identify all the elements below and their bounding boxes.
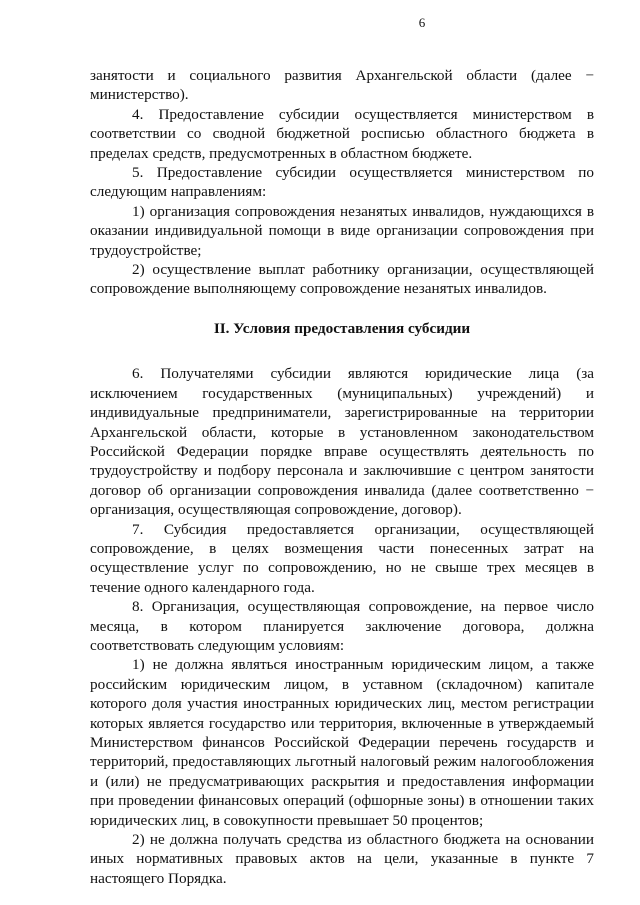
section-heading: II. Условия предоставления субсидии <box>213 319 471 337</box>
paragraph-7: 7. Субсидия предоставляется организации, осуществляющей сопровождение, в целях возмещения части понесенных затрат на осуществление услуг по сопровождению, но не свыше трех месяцев в течение одного календарного года. <box>90 520 594 596</box>
paragraph-8-item-2: 2) не должна получать средства из областного бюджета на основании иных нормативных правовых актов на цели, указанные в пункте 7 настоящего Порядка. <box>90 831 594 887</box>
paragraph-6: 6. Получателями субсидии являются юридические лица (за исключением государственных (муниципальных) учреждений) и индивидуальные предприниматели, зарегистрированные на территории Архангельской области, которые в установленном законодательством Российской Федерации порядке вправе осуществлять деятельность по трудоустройству и подбору персонала и заключившие с центром занятости договор об организации сопровождения инвалида (далее соответственно − организация, осуществляющая сопровождение, договор). <box>90 365 594 519</box>
paragraph-8-item-1: 1) не должна являться иностранным юридическим лицом, а также российским юридическим лицом, в уставном (складочном) капитале которого доля участия иностранных юридических лиц, местом регистрации которых является государство или территория, включенные в утверждаемый Министерством финансов Российской Федерации перечень государств и территорий, предоставляющих льготный налоговый режим налогообложения и (или) не предусматривающих раскрытия и предоставления информации при проведении финансовых операций (офшорные зоны) в отношении таких юридических лиц, в совокупности превышает 50 процентов; <box>90 656 594 829</box>
page-number: 6 <box>418 15 426 30</box>
paragraph-5: 5. Предоставление субсидии осуществляется министерством по следующим направлениям: <box>90 164 594 201</box>
paragraph-8: 8. Организация, осуществляющая сопровождение, на первое число месяца, в котором планируется заключение договора, должна соответствовать следующим условиям: <box>90 598 594 654</box>
paragraph-continuation: занятости и социального развития Архангельской области (далее − министерство). <box>90 67 594 104</box>
paragraph-5-item-2: 2) осуществление выплат работнику организации, осуществляющей сопровождение выполняющему сопровождение незанятых инвалидов. <box>90 261 594 298</box>
paragraph-4: 4. Предоставление субсидии осуществляется министерством в соответствии со сводной бюджетной росписью областного бюджета в пределах средств, предусмотренных в областном бюджете. <box>90 105 594 162</box>
paragraph-5-item-1: 1) организация сопровождения незанятых инвалидов, нуждающихся в оказании индивидуальной помощи в виде организации сопровождения при трудоустройстве; <box>90 202 594 259</box>
